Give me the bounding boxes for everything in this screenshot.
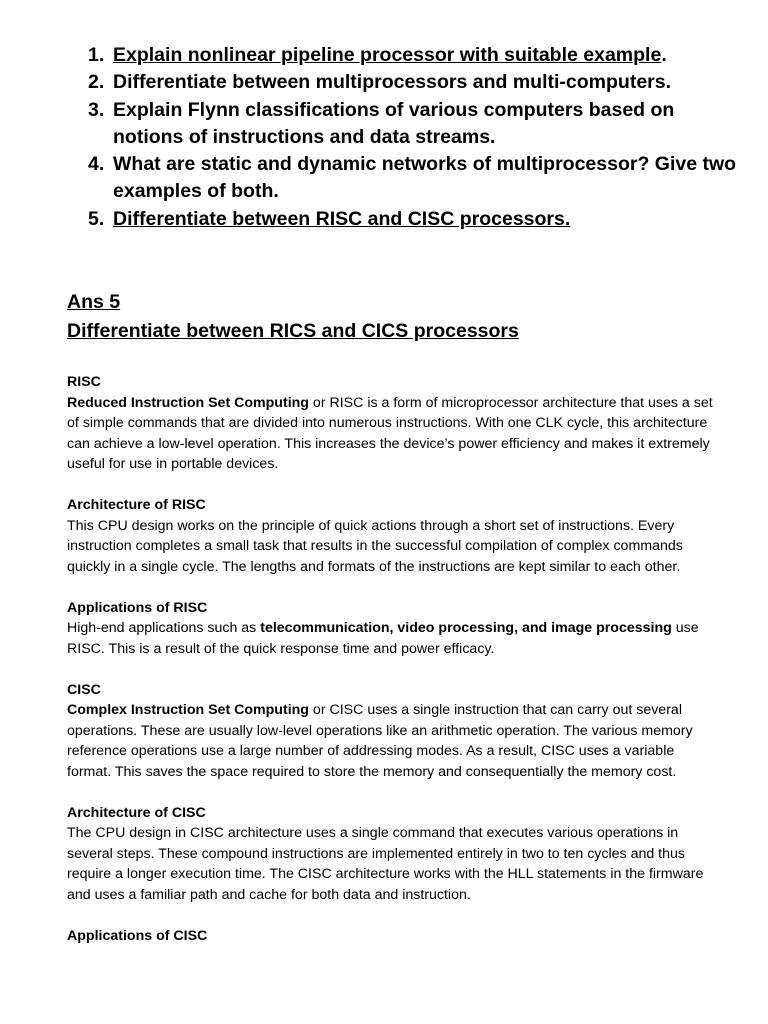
cisc-apps-heading: Applications of CISC: [67, 927, 208, 944]
question-item: [88, 97, 748, 152]
answer-header: [67, 288, 519, 346]
question-number: 2.: [88, 71, 105, 94]
question-number: 4.: [88, 153, 105, 176]
question-item: [88, 69, 748, 96]
question-list: [88, 42, 748, 233]
question-text: Differentiate between RISC and CISC processors.: [113, 207, 571, 230]
cisc-intro: or CISC uses a single instruction that can carry out several operations. These are usually low-level operations like an arithmetic operation. The various memory reference operations use a large number of addressing modes. As a result, CISC uses a variable format. This saves the space required to store the memory and consequentially the memory cost.: [67, 702, 693, 780]
question-item: [88, 42, 748, 69]
risc-arch-text: This CPU design works on the principle of quick actions through a short set of instructions. Every instruction completes a small task that results in the successful compilation of complex commands quickly in a single cycle. The lengths and formats of the instructions are kept similar to each other.: [67, 517, 683, 575]
risc-apps-pre: High-end applications such as: [67, 620, 261, 636]
answer-body: [67, 372, 717, 967]
risc-architecture: [67, 495, 717, 577]
risc-applications: [67, 598, 717, 660]
question-text: Explain nonlinear pipeline processor with suitable example: [113, 44, 662, 66]
cisc-term: Complex Instruction Set Computing: [67, 702, 309, 718]
question-item: [88, 151, 748, 206]
question-number: 5.: [88, 207, 105, 230]
question-number: 1.: [88, 44, 105, 66]
question-text: Explain Flynn classifications of various computers based on notions of instructions and data streams.: [113, 98, 675, 148]
question-number: 3.: [88, 98, 105, 121]
question-text: What are static and dynamic networks of multiprocessor? Give two examples of both.: [113, 153, 737, 203]
risc-apps-heading: Applications of RISC: [67, 599, 208, 616]
risc-intro: or RISC is a form of microprocessor architecture that uses a set of simple commands that are divided into numerous instructions. With one CLK cycle, this architecture can achieve a low-level operation. This increases the device’s power efficiency and makes it extremely useful for use in portable devices.: [67, 394, 713, 472]
risc-arch-heading: Architecture of RISC: [67, 497, 206, 513]
cisc-heading: CISC: [67, 681, 101, 698]
cisc-section: [67, 680, 717, 783]
answer-title: Differentiate between RICS and CICS processors: [67, 320, 519, 342]
risc-apps-bold: telecommunication, video processing, and image processing: [260, 620, 672, 636]
question-item: [88, 206, 748, 233]
cisc-arch-text: The CPU design in CISC architecture uses a single command that executes various operations in several steps. These compound instructions are implemented entirely in two to ten cycles and thus require a longer execution time. The CISC architecture works with the HLL statements in the firmware and uses a familiar path and cache for both data and instruction.: [67, 825, 704, 903]
risc-term: Reduced Instruction Set Computing: [67, 394, 309, 411]
cisc-architecture: [67, 803, 717, 906]
cisc-arch-heading: Architecture of CISC: [67, 804, 206, 821]
answer-label: Ans 5: [67, 291, 121, 313]
cisc-applications: [67, 926, 717, 947]
risc-section: [67, 372, 717, 475]
question-text: Differentiate between multiprocessors and multi-computers.: [113, 71, 672, 94]
question-suffix: .: [661, 44, 667, 66]
risc-heading: RISC: [67, 374, 101, 390]
risc-apps-post: use RISC. This is a result of the quick response time and power efficacy.: [67, 620, 699, 657]
